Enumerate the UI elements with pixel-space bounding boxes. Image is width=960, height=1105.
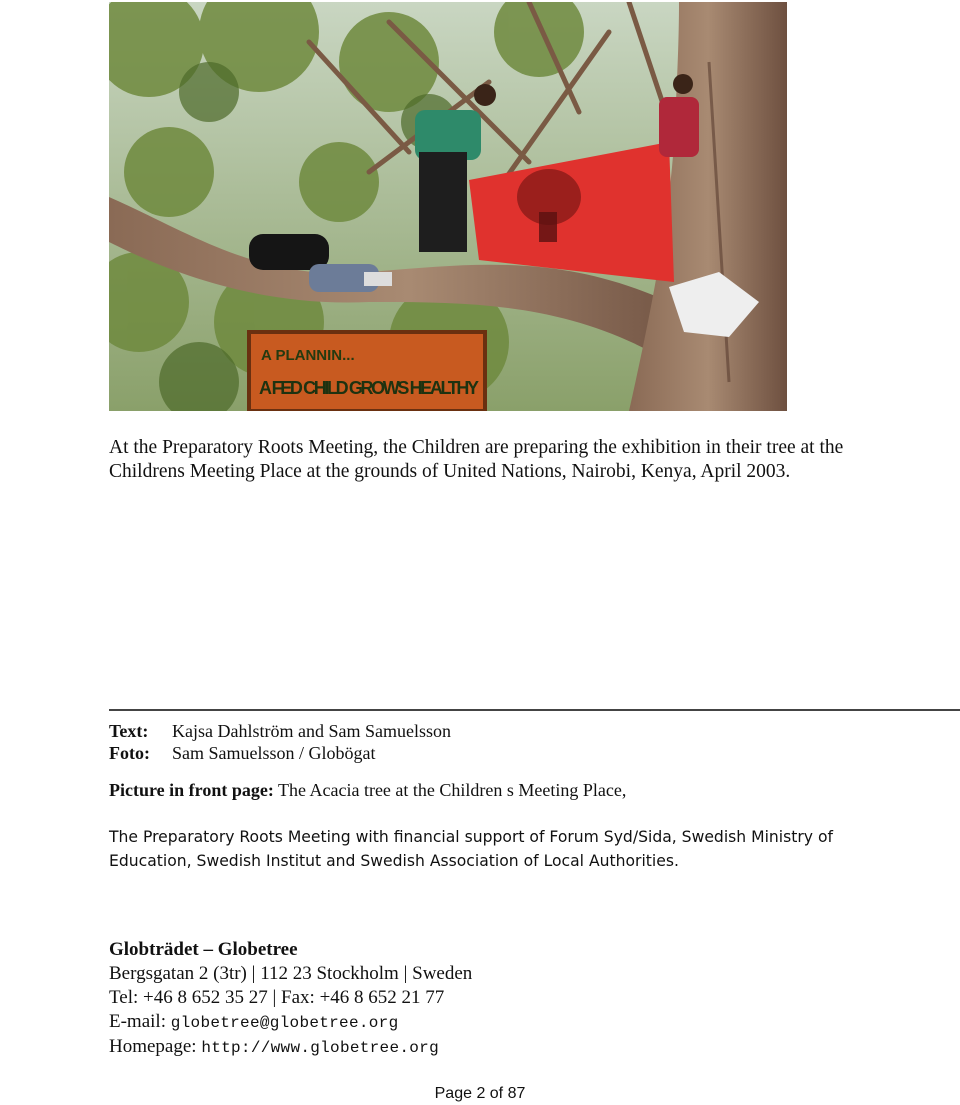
text-credit-row <box>109 720 451 742</box>
credits-block <box>109 720 451 764</box>
organization-name: Globträdet – Globetree <box>109 939 298 960</box>
svg-text:A PLANNIN...: A PLANNIN... <box>261 347 355 364</box>
homepage-label: Homepage: <box>109 1036 197 1057</box>
homepage-link[interactable]: http://www.globetree.org <box>201 1039 439 1057</box>
foto-credit-label: Foto: <box>109 743 150 763</box>
email-row <box>109 1010 472 1035</box>
front-page-value: The Acacia tree at the Children s Meeting Place, <box>278 780 627 800</box>
foto-credit-value: Sam Samuelsson / Globögat <box>172 743 376 763</box>
section-divider <box>109 709 960 711</box>
page-number: Page 2 of 87 <box>434 1085 526 1102</box>
phone-fax: Tel: +46 8 652 35 27 | Fax: +46 8 652 21 77 <box>109 987 445 1008</box>
photo-caption: At the Preparatory Roots Meeting, the Children are preparing the exhibition in their tree at the Childrens Meeting Place at the grounds of United Nations, Nairobi, Kenya, April 2003. <box>109 437 844 482</box>
organization-address <box>109 938 472 1060</box>
street-address: Bergsgatan 2 (3tr) | 112 23 Stockholm | Sweden <box>109 963 473 984</box>
acacia-tree-photo <box>109 2 787 411</box>
foto-credit-row <box>109 742 451 764</box>
wooden-sign <box>249 332 485 411</box>
front-page-label: Picture in front page: <box>109 780 274 800</box>
homepage-row <box>109 1035 472 1060</box>
support-statement: The Preparatory Roots Meeting with financial support of Forum Syd/Sida, Swedish Ministry of Education, Swedish Institut and Swedish Association of Local Authorities. <box>109 828 833 870</box>
svg-text:A FED CHILD GROWS HEALTHY: A FED CHILD GROWS HEALTHY <box>259 378 479 398</box>
email-link[interactable]: globetree@globetree.org <box>170 1014 399 1032</box>
front-page-credit <box>109 779 626 801</box>
text-credit-value: Kajsa Dahlström and Sam Samuelsson <box>172 721 451 741</box>
text-credit-label: Text: <box>109 721 149 741</box>
email-label: E-mail: <box>109 1011 166 1032</box>
